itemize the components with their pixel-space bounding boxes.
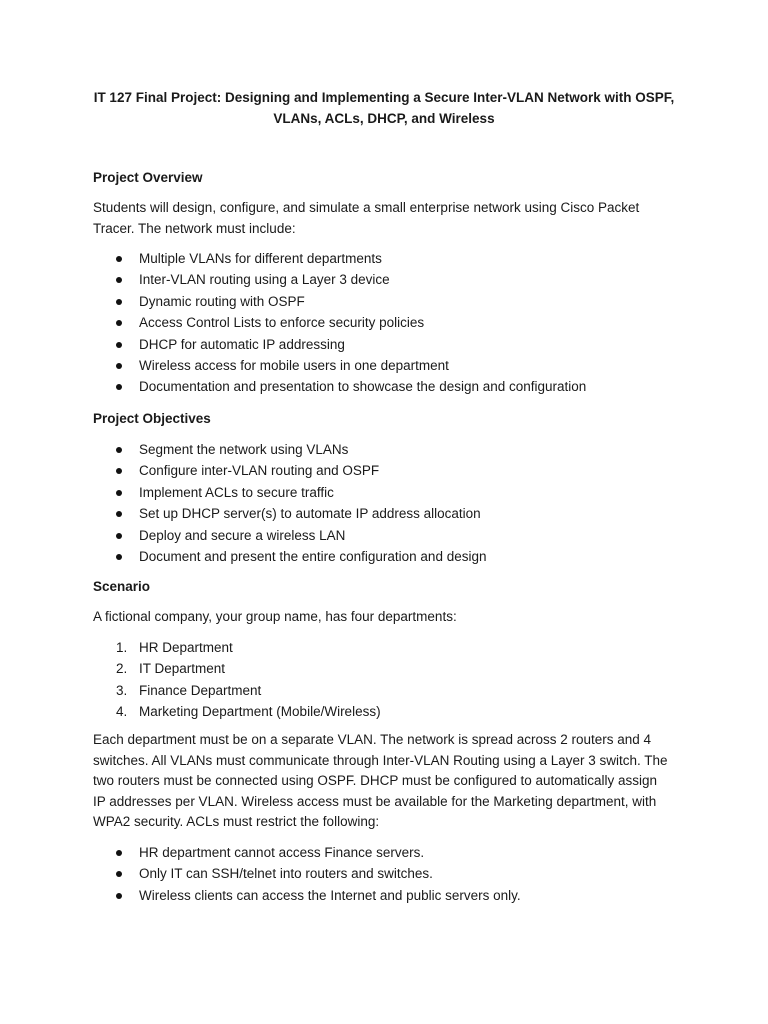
list-item-text: Implement ACLs to secure traffic (139, 484, 334, 500)
list-item-text: Dynamic routing with OSPF (139, 293, 305, 309)
list-item (93, 314, 586, 335)
list-item-text: Wireless clients can access the Internet and public servers only. (139, 887, 521, 903)
overview-heading: Project Overview (93, 170, 203, 185)
list-item (93, 865, 521, 886)
list-item-text: IT Department (139, 661, 226, 677)
document-title: IT 127 Final Project: Designing and Implementing a Secure Inter-VLAN Network with OSPF, VLANs, ACLs, DHCP, and Wireless (93, 90, 675, 126)
list-item (93, 336, 586, 357)
list-item-text: Finance Department (139, 682, 262, 698)
list-item-text: Set up DHCP server(s) to automate IP address allocation (139, 506, 481, 522)
list-item (93, 484, 486, 505)
list-item-text: DHCP for automatic IP addressing (139, 336, 345, 352)
list-item-text: Wireless access for mobile users in one department (139, 357, 449, 373)
list-item-number: 4. (116, 704, 128, 720)
list-item-text: Deploy and secure a wireless LAN (139, 527, 346, 543)
list-item-text: Configure inter-VLAN routing and OSPF (139, 463, 380, 479)
list-item-text: Multiple VLANs for different departments (139, 251, 382, 266)
list-item (93, 357, 586, 378)
list-item-number: 2. (116, 661, 128, 677)
list-item (93, 378, 586, 399)
objectives-heading: Project Objectives (93, 411, 211, 426)
list-item (93, 293, 586, 314)
overview-list (93, 250, 586, 400)
scenario-heading: Scenario (93, 579, 151, 594)
list-item (93, 548, 486, 569)
list-item (93, 462, 486, 483)
list-item (93, 441, 486, 462)
list-item-text: Segment the network using VLANs (139, 442, 349, 457)
list-item-text: Marketing Department (Mobile/Wireless) (139, 704, 381, 720)
list-item (93, 271, 586, 292)
scenario-body: Each department must be on a separate VLAN. The network is spread across 2 routers and 4 switches. All VLANs must communicate through Inter-VLAN Routing using a Layer 3 switch. The two routers must be connected using OSPF. DHCP must be configured to automatically assign IP addresses per VLAN. Wireless access must be available for the Marketing department, with WPA2 security. ACLs must restrict the following: (93, 732, 668, 829)
list-item-text: Document and present the entire configuration and design (139, 548, 487, 564)
list-item (93, 527, 486, 548)
list-item-text: Access Control Lists to enforce security policies (139, 315, 425, 331)
list-item (93, 660, 381, 681)
departments-list (93, 639, 381, 725)
objectives-list (93, 441, 486, 569)
list-item-number: 1. (116, 640, 128, 655)
list-item (93, 505, 486, 526)
list-item-text: HR Department (139, 640, 233, 655)
restrictions-list (93, 844, 521, 908)
list-item-text: HR department cannot access Finance servers. (139, 845, 425, 860)
list-item-text: Documentation and presentation to showcase the design and configuration (139, 379, 587, 395)
list-item (93, 844, 521, 865)
list-item-number: 3. (116, 682, 128, 698)
overview-intro: Students will design, configure, and simulate a small enterprise network using Cisco Packet Tracer. The network must include: (93, 200, 640, 236)
scenario-intro: A fictional company, your group name, has four departments: (93, 609, 457, 624)
list-item (93, 639, 381, 660)
list-item (93, 703, 381, 724)
list-item-text: Only IT can SSH/telnet into routers and switches. (139, 866, 433, 882)
list-item (93, 887, 521, 908)
list-item-text: Inter-VLAN routing using a Layer 3 device (139, 272, 390, 288)
list-item (93, 682, 381, 703)
list-item (93, 250, 586, 271)
